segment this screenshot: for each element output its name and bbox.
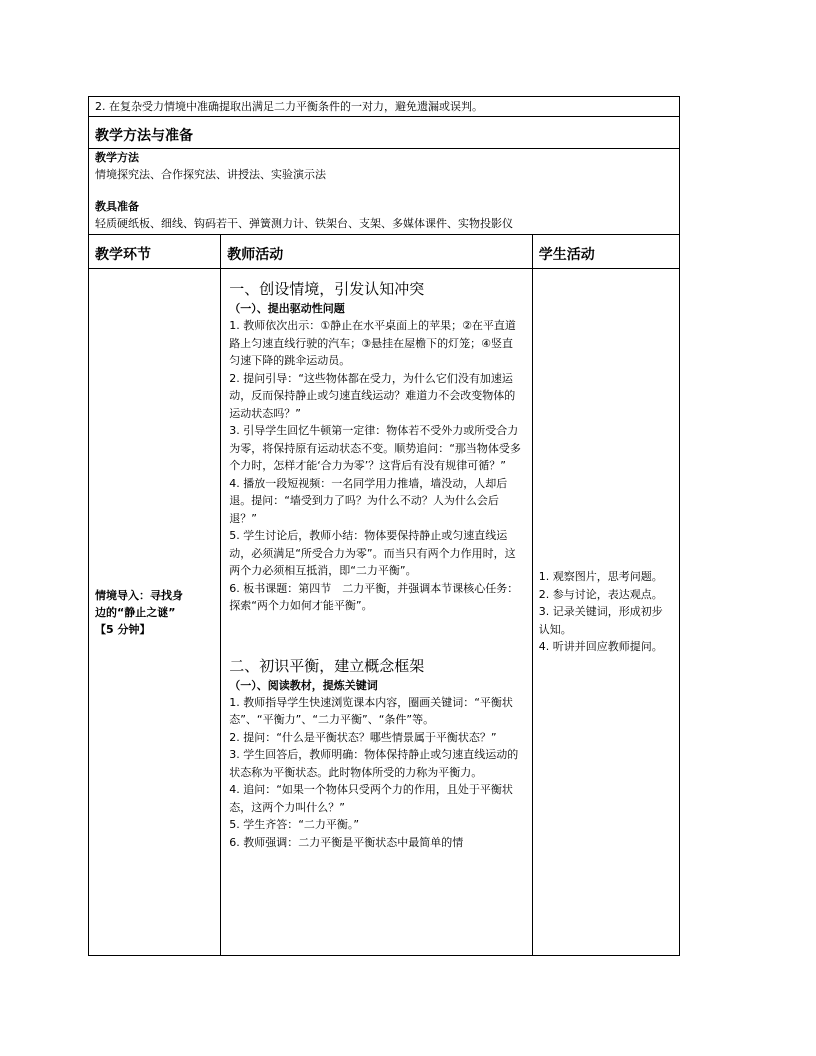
student-item: 4. 听讲并回应教师提问。 [538, 640, 663, 654]
part1-item: 6. 板书课题：第四节 二力平衡，并强调本节课核心任务：探索“两个力如何才能平衡”。 [229, 581, 519, 612]
activity-row [89, 269, 680, 956]
header-stage: 教学环节 [89, 235, 221, 269]
teacher-activity-cell [221, 269, 533, 956]
part2-item: 4. 追问：“如果一个物体只受两个力的作用，且处于平衡状态，这两个力叫什么？” [229, 783, 513, 814]
methods-content [89, 149, 680, 235]
tools-text: 轻质硬纸板、细线、钩码若干、弹簧测力计、铁架台、支架、多媒体课件、实物投影仪 [95, 216, 513, 230]
stage-line-2: 边的“静止之谜” [95, 605, 176, 619]
lesson-plan-page [88, 96, 680, 956]
header-teacher: 教师活动 [221, 235, 533, 269]
stage-line-1: 情境导入：寻找身 [95, 588, 183, 602]
part1-title: 一、创设情境，引发认知冲突 [229, 280, 425, 298]
student-item: 3. 记录关键词，形成初步认知。 [538, 605, 663, 636]
student-activity-cell [532, 269, 679, 956]
objective-text: 2. 在复杂受力情境中准确提取出满足二力平衡条件的一对力，避免遗漏或误判。 [89, 97, 680, 117]
part2-item: 5. 学生齐答：“二力平衡。” [229, 818, 360, 831]
methods-content-row [89, 149, 680, 235]
methods-section-title: 教学方法与准备 [89, 117, 680, 149]
part2-item: 2. 提问：“什么是平衡状态？哪些情景属于平衡状态？” [229, 730, 497, 744]
student-item: 1. 观察图片，思考问题。 [538, 570, 663, 584]
part1-item: 2. 提问引导：“这些物体都在受力，为什么它们没有加速运动，反而保持静止或匀速直线运动？难道力不会改变物体的运动状态吗？” [229, 371, 516, 420]
stage-cell [89, 269, 221, 956]
part1-item: 5. 学生讨论后，教师小结：物体要保持静止或匀速直线运动，必须满足“所受合力为零”。而当只有两个力作用时，这两个力必须相互抵消，即“二力平衡”。 [229, 529, 516, 577]
tools-heading: 教具准备 [95, 199, 139, 213]
part2-subtitle: （一）、阅读教材，提炼关键词 [229, 678, 378, 692]
header-student: 学生活动 [532, 235, 679, 269]
method-heading: 教学方法 [95, 151, 139, 164]
stage-line-3: 【5 分钟】 [95, 622, 151, 636]
part1-subtitle: （一）、提出驱动性问题 [229, 302, 345, 315]
part1-item: 1. 教师依次出示：①静止在水平桌面上的苹果；②在平直道路上匀速直线行驶的汽车；③悬挂在屋檐下的灯笼；④竖直匀速下降的跳伞运动员。 [229, 319, 516, 367]
part1-item: 4. 播放一段短视频：一名同学用力推墙，墙没动，人却后退。提问：“墙受到力了吗？为什么不动？人为什么会后退？” [229, 476, 508, 525]
part2-item: 6. 教师强调：二力平衡是平衡状态中最简单的情 [229, 835, 464, 849]
lesson-plan-table [88, 96, 680, 956]
part2-title: 二、初识平衡，建立概念框架 [229, 656, 425, 675]
objective-row [89, 97, 680, 117]
methods-title-row [89, 117, 680, 149]
table-header-row [89, 235, 680, 269]
part2-item: 3. 学生回答后，教师明确：物体保持静止或匀速直线运动的状态称为平衡状态。此时物体所受的力称为平衡力。 [229, 748, 519, 779]
part1-item: 3. 引导学生回忆牛顿第一定律：物体若不受外力或所受合力为零，将保持原有运动状态不变。顺势追问：“那当物体受多个力时，怎样才能‘合力为零’？这背后有没有规律可循？” [229, 424, 521, 472]
part2-item: 1. 教师指导学生快速浏览课本内容，圈画关键词：“平衡状态”、“平衡力”、“二力平衡”、“条件”等。 [229, 695, 513, 726]
student-item: 2. 参与讨论，表达观点。 [538, 587, 663, 601]
method-text: 情境探究法、合作探究法、讲授法、实验演示法 [95, 168, 326, 181]
